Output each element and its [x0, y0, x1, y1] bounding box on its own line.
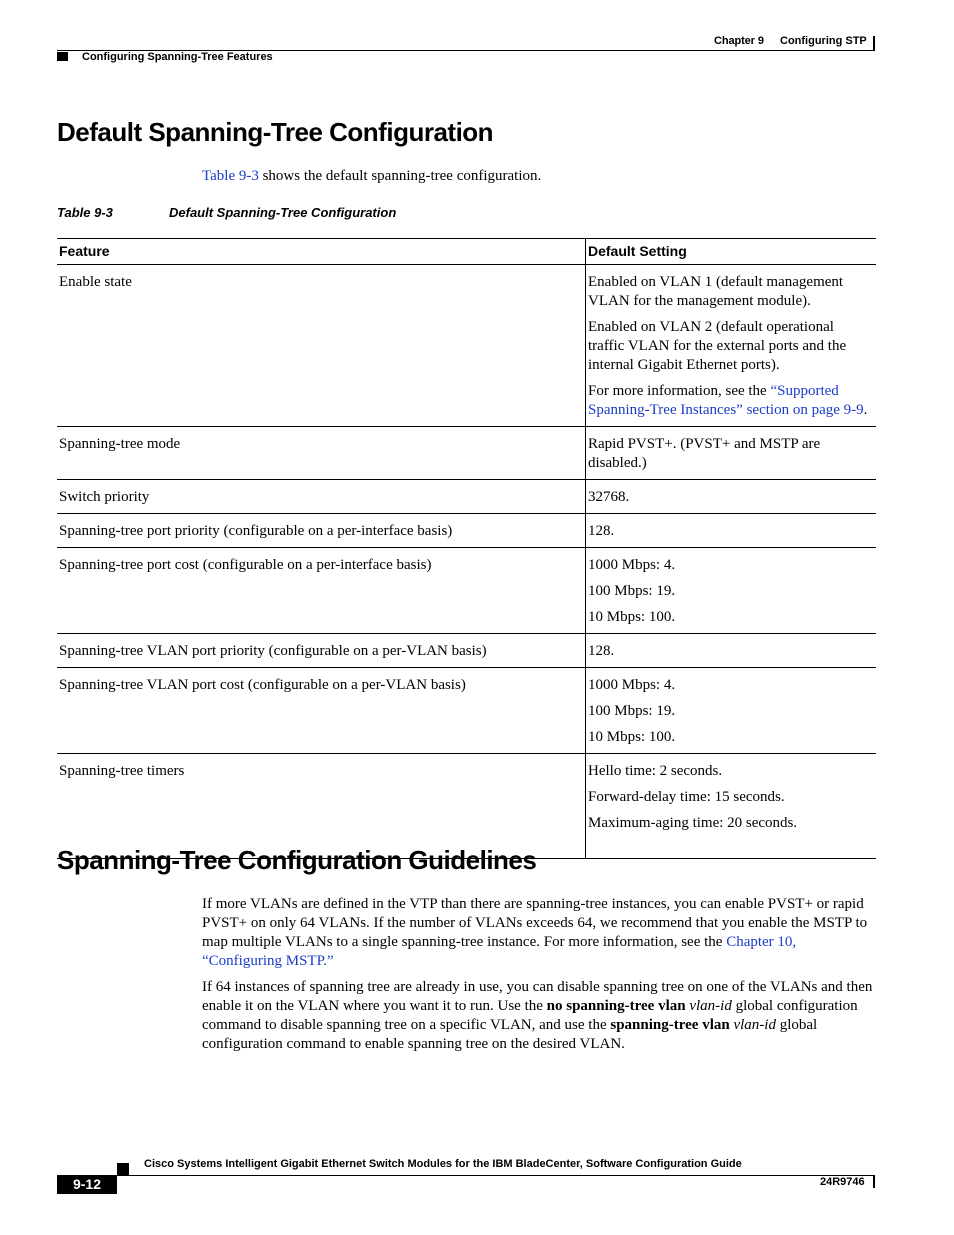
setting-line: 1000 Mbps: 4.	[588, 557, 676, 573]
setting-line: Rapid PVST+. (PVST+ and MSTP are disabled.)	[588, 436, 821, 471]
header-chapter: Chapter 9	[714, 35, 764, 47]
command-argument: vlan-id	[733, 1017, 776, 1033]
setting-more-info	[588, 382, 870, 420]
footer-right-bar	[873, 1175, 875, 1188]
section-title-guidelines: Spanning-Tree Configuration Guidelines	[57, 845, 537, 875]
feature-cell: Spanning-tree timers	[59, 763, 185, 779]
setting-line: 100 Mbps: 19.	[588, 583, 676, 599]
table-9-3-link[interactable]: Table 9-3	[202, 168, 259, 184]
feature-cell: Enable state	[59, 274, 132, 290]
setting-line: 100 Mbps: 19.	[588, 703, 676, 719]
footer-title: Cisco Systems Intelligent Gigabit Ethernet Switch Modules for the IBM BladeCenter, Software Configuration Guide	[144, 1158, 742, 1170]
table-row	[57, 548, 876, 634]
column-header-feature: Feature	[57, 239, 586, 265]
paragraph-text: If 64 instances of spanning tree are already in use, you can disable spanning tree on one of the VLANs and then enable it on the VLAN where you want it to run. Use the	[202, 979, 873, 1014]
guidelines-paragraph-1	[202, 895, 877, 971]
feature-cell: Spanning-tree mode	[59, 436, 181, 452]
default-config-table	[57, 238, 876, 859]
header-section: Configuring Spanning-Tree Features	[82, 51, 273, 63]
intro-text: shows the default spanning-tree configuration.	[258, 168, 542, 184]
header-right-bar	[873, 36, 875, 51]
setting-line: 10 Mbps: 100.	[588, 729, 676, 745]
table-row	[57, 480, 876, 514]
command-spanning-tree-vlan: spanning-tree vlan	[610, 1017, 730, 1033]
supported-instances-link[interactable]: “Supported Spanning-Tree Instances” section on page 9-9	[588, 383, 864, 418]
table-row	[57, 265, 876, 427]
setting-line: 1000 Mbps: 4.	[588, 677, 676, 693]
feature-cell: Spanning-tree port cost (configurable on a per-interface basis)	[59, 557, 432, 573]
chapter-10-link[interactable]: Chapter 10, “Configuring MSTP.”	[202, 934, 797, 969]
header-chapter-title: Configuring STP	[780, 35, 867, 47]
setting-line: Forward-delay time: 15 seconds.	[588, 789, 785, 805]
setting-line: Enabled on VLAN 1 (default management VLAN for the management module).	[588, 274, 844, 309]
table-row	[57, 754, 876, 859]
more-info-text: For more information, see the	[588, 383, 771, 399]
table-caption-number: Table 9-3	[57, 205, 113, 220]
table-header-row	[57, 239, 876, 265]
feature-cell: Switch priority	[59, 489, 150, 505]
table-row	[57, 514, 876, 548]
paragraph-text: global configuration command to disable spanning tree on a specific VLAN, and use the	[202, 998, 858, 1033]
paragraph-text: If more VLANs are defined in the VTP than there are spanning-tree instances, you can enable PVST+ or rapid PVST+ on only 64 VLANs. If the number of VLANs exceeds 64, we recommend that you enable the MSTP to map multiple VLANs to a single spanning-tree instance. For more information, see the	[202, 896, 868, 950]
setting-line: Enabled on VLAN 2 (default operational traffic VLAN for the external ports and the internal Gigabit Ethernet ports).	[588, 319, 847, 373]
intro-paragraph	[202, 167, 541, 186]
paragraph-text: global configuration command to enable spanning tree on the desired VLAN.	[202, 1017, 818, 1052]
feature-cell: Spanning-tree VLAN port cost (configurable on a per-VLAN basis)	[59, 677, 466, 693]
header-marker	[57, 52, 68, 61]
table-row	[57, 668, 876, 754]
section-title-default-config: Default Spanning-Tree Configuration	[57, 117, 494, 147]
guidelines-paragraph-2	[202, 978, 877, 1054]
page-number: 9-12	[57, 1175, 117, 1194]
command-no-spanning-tree-vlan: no spanning-tree vlan	[546, 998, 686, 1014]
column-header-default-setting: Default Setting	[586, 239, 877, 265]
setting-line: Maximum-aging time: 20 seconds.	[588, 815, 798, 831]
document-number: 24R9746	[820, 1176, 865, 1188]
footer-marker	[117, 1163, 129, 1175]
setting-line: 10 Mbps: 100.	[588, 609, 676, 625]
setting-line: Hello time: 2 seconds.	[588, 763, 723, 779]
table-row	[57, 427, 876, 480]
table-row	[57, 634, 876, 668]
setting-line: 128.	[588, 523, 615, 539]
feature-cell: Spanning-tree VLAN port priority (configurable on a per-VLAN basis)	[59, 643, 487, 659]
setting-line: 32768.	[588, 489, 630, 505]
command-argument: vlan-id	[689, 998, 732, 1014]
footer-rule	[117, 1175, 875, 1176]
table-caption-title: Default Spanning-Tree Configuration	[169, 205, 397, 220]
more-info-suffix: .	[863, 402, 868, 418]
feature-cell: Spanning-tree port priority (configurable on a per-interface basis)	[59, 523, 453, 539]
setting-line: 128.	[588, 643, 615, 659]
